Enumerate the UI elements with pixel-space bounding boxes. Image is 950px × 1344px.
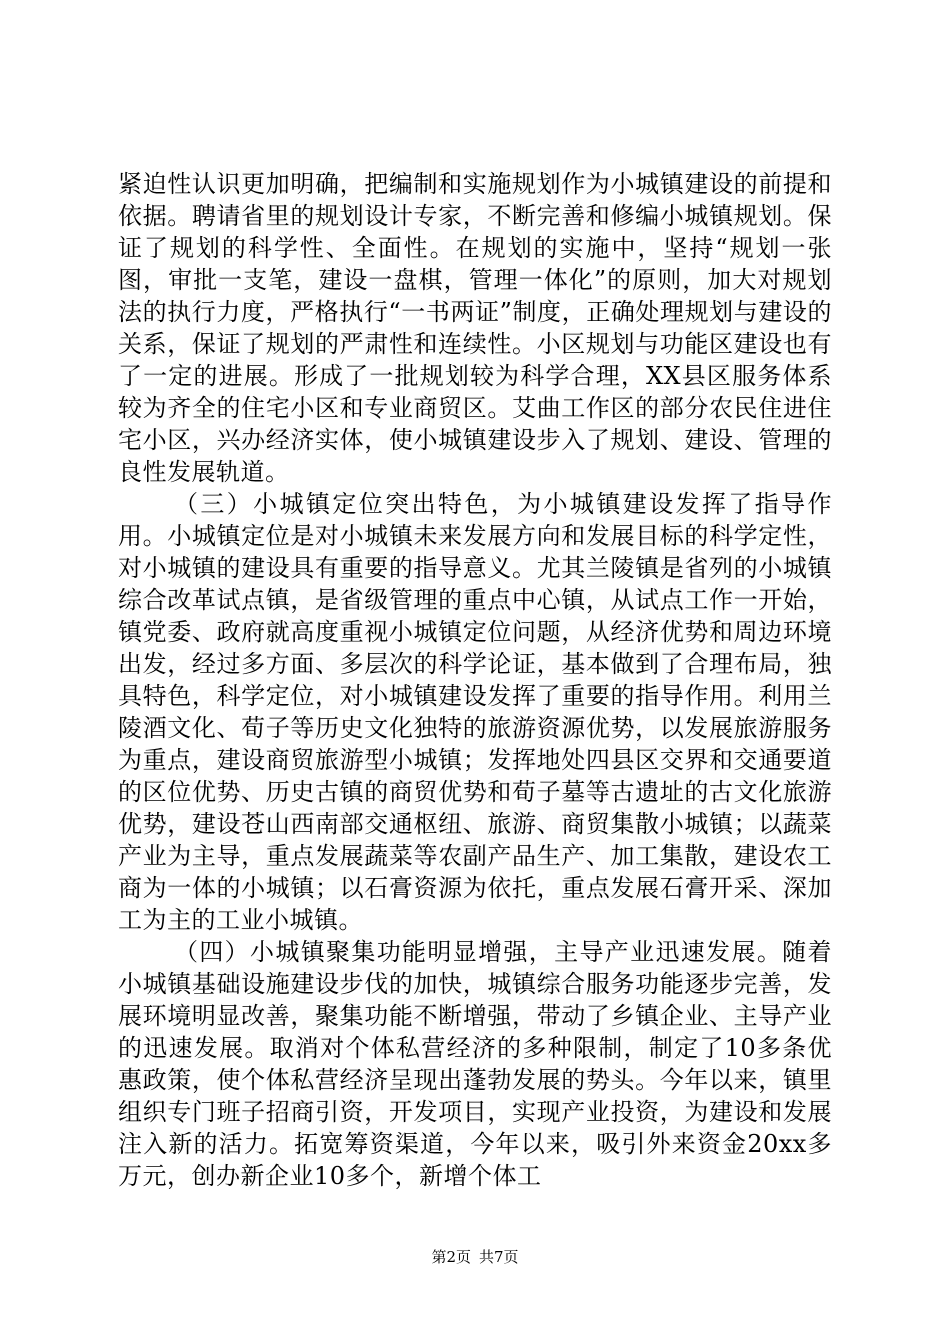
page-number-current: 第2页 xyxy=(431,1248,471,1266)
page-footer xyxy=(0,1247,950,1267)
paragraph-3: （四）小城镇聚集功能明显增强，主导产业迅速发展。随着小城镇基础设施建设步伐的加快，城镇综合服务功能逐步完善，发展环境明显改善，聚集功能不断增强，带动了乡镇企业、主导产业的迅速发展。取消对个体私营经济的多种限制，制定了10多条优惠政策，使个体私营经济呈现出蓬勃发展的势头。今年以来，镇里组织专门班子招商引资，开发项目，实现产业投资，为建设和发展注入新的活力。拓宽筹资渠道，今年以来，吸引外来资金20xx多万元，创办新企业10多个，新增个体工 xyxy=(118,938,832,1190)
paragraph-1: 紧迫性认识更加明确，把编制和实施规划作为小城镇建设的前提和依据。聘请省里的规划设计专家，不断完善和修编小城镇规划。保证了规划的科学性、全面性。在规划的实施中，坚持“规划一张图，审批一支笔，建设一盘棋，管理一体化”的原则，加大对规划法的执行力度，严格执行“一书两证”制度，正确处理规划与建设的关系，保证了规划的严肃性和连续性。小区规划与功能区建设也有了一定的进展。形成了一批规划较为科学合理，XX县区服务体系较为齐全的住宅小区和专业商贸区。艾曲工作区的部分农民住进住宅小区，兴办经济实体，使小城镇建设步入了规划、建设、管理的良性发展轨道。 xyxy=(118,170,832,486)
paragraph-2: （三）小城镇定位突出特色，为小城镇建设发挥了指导作用。小城镇定位是对小城镇未来发展方向和发展目标的科学定性，对小城镇的建设具有重要的指导意义。尤其兰陵镇是省列的小城镇综合改革试点镇，是省级管理的重点中心镇，从试点工作一开始，镇党委、政府就高度重视小城镇定位问题，从经济优势和周边环境出发，经过多方面、多层次的科学论证，基本做到了合理布局，独具特色，科学定位，对小城镇建设发挥了重要的指导作用。利用兰陵酒文化、荀子等历史文化独特的旅游资源优势，以发展旅游服务为重点，建设商贸旅游型小城镇；发挥地处四县区交界和交通要道的区位优势、历史古镇的商贸优势和荀子墓等古遗址的古文化旅游优势，建设苍山西南部交通枢纽、旅游、商贸集散小城镇；以蔬菜产业为主导，重点发展蔬菜等农副产品生产、加工集散，建设农工商为一体的小城镇；以石膏资源为依托，重点发展石膏开采、深加工为主的工业小城镇。 xyxy=(118,490,832,934)
page-number-total: 共7页 xyxy=(479,1248,519,1266)
body-text xyxy=(118,168,832,1192)
